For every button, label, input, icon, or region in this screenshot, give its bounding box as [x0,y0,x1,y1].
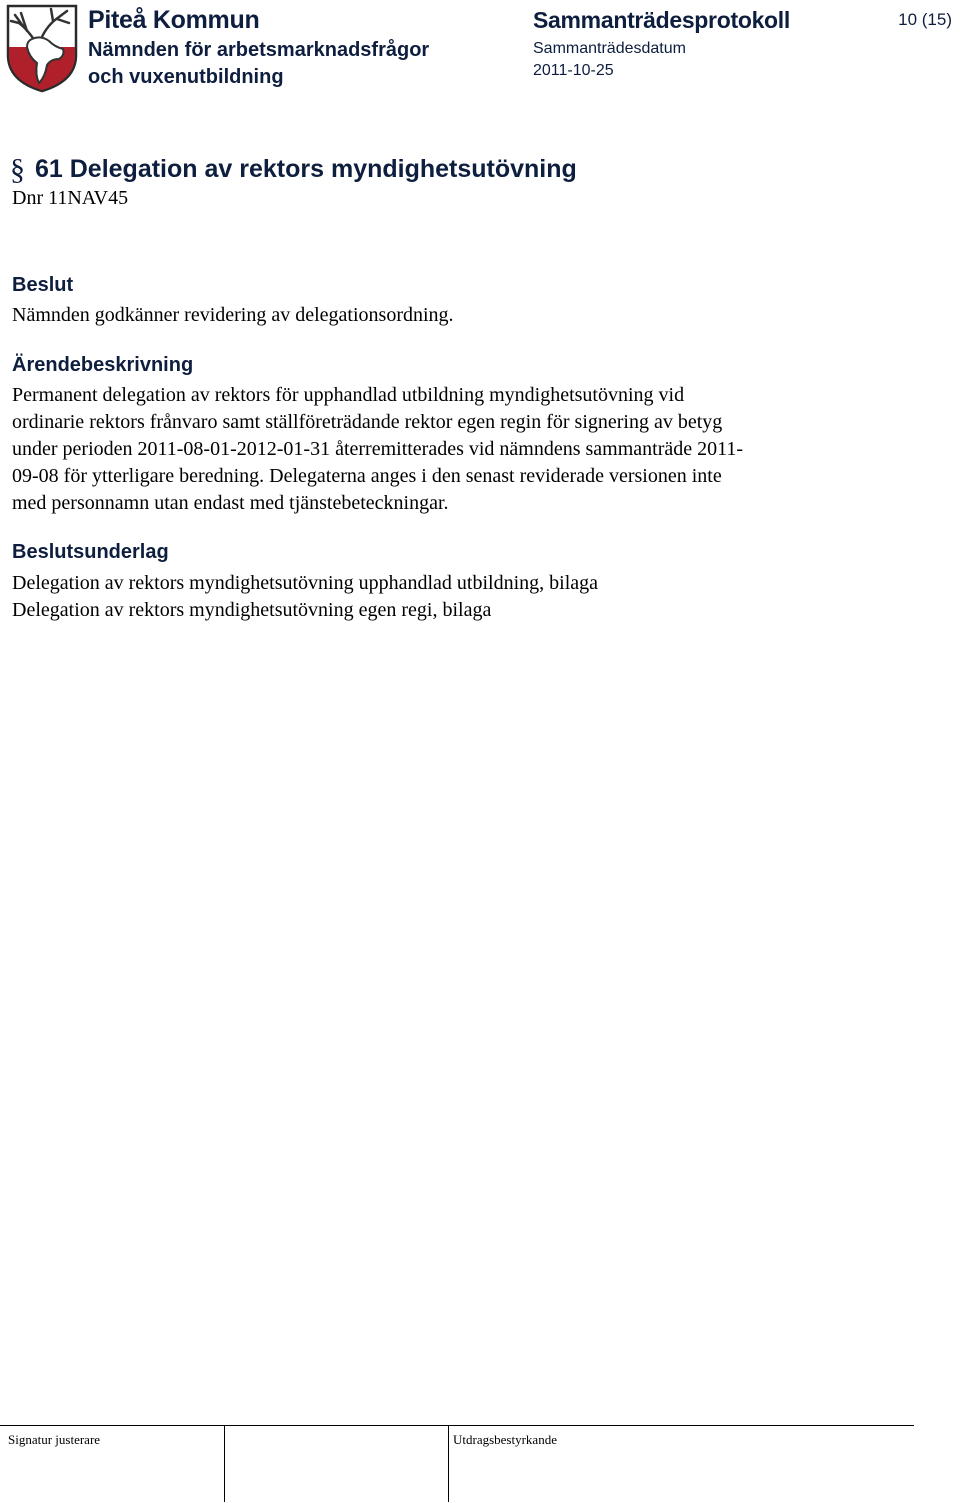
signature-footer [0,1425,914,1503]
text-line: under perioden 2011-08-01-2012-01-31 återremitterades vid nämndens sammanträde 2011- [12,438,744,460]
document-type: Sammanträdesprotokoll [533,7,790,33]
footer-cell-divider [448,1426,449,1502]
section-title: 61 Delegation av rektors myndighetsutövning [35,155,577,183]
org-name: Piteå Kommun [88,6,260,34]
page-number: 10 (15) [898,10,952,29]
text-line: Permanent delegation av rektors för upphandlad utbildning myndighetsutövning vid [12,384,685,406]
text-line: med personnamn utan endast med tjänstebeteckningar. [12,492,449,514]
case-number: Dnr 11NAV45 [12,187,129,209]
date-label: Sammanträdesdatum [533,40,686,57]
utdragsbestyrkande-label: Utdragsbestyrkande [453,1432,557,1447]
date-value: 2011-10-25 [533,62,614,79]
arendebeskrivning-text [12,382,872,517]
text-line: 09-08 för ytterligare beredning. Delegaterna anges i den senast reviderade versionen inte [12,465,722,487]
org-unit [88,37,429,91]
org-unit-line-1: Nämnden för arbetsmarknadsfrågor [88,39,430,61]
beslut-heading: Beslut [12,274,74,296]
signatur-justerare-label: Signatur justerare [8,1432,101,1447]
beslutsunderlag-item: Delegation av rektors myndighetsutövning egen regi, bilaga [12,599,492,621]
section-heading [10,153,577,187]
footer-divider [0,1425,914,1426]
text-line: ordinarie rektors frånvaro samt ställföreträdande rektor egen regin för signering av betyg [12,411,723,433]
beslut-text: Nämnden godkänner revidering av delegationsordning. [12,304,454,326]
footer-cell-divider [224,1426,225,1502]
pitea-reindeer-logo-icon [5,3,79,93]
arendebeskrivning-heading: Ärendebeskrivning [12,354,194,376]
paragraph-symbol: § [10,153,25,186]
beslutsunderlag-item: Delegation av rektors myndighetsutövning upphandlad utbildning, bilaga [12,572,599,594]
beslutsunderlag-heading: Beslutsunderlag [12,541,169,563]
org-unit-line-2: och vuxenutbildning [88,66,284,88]
